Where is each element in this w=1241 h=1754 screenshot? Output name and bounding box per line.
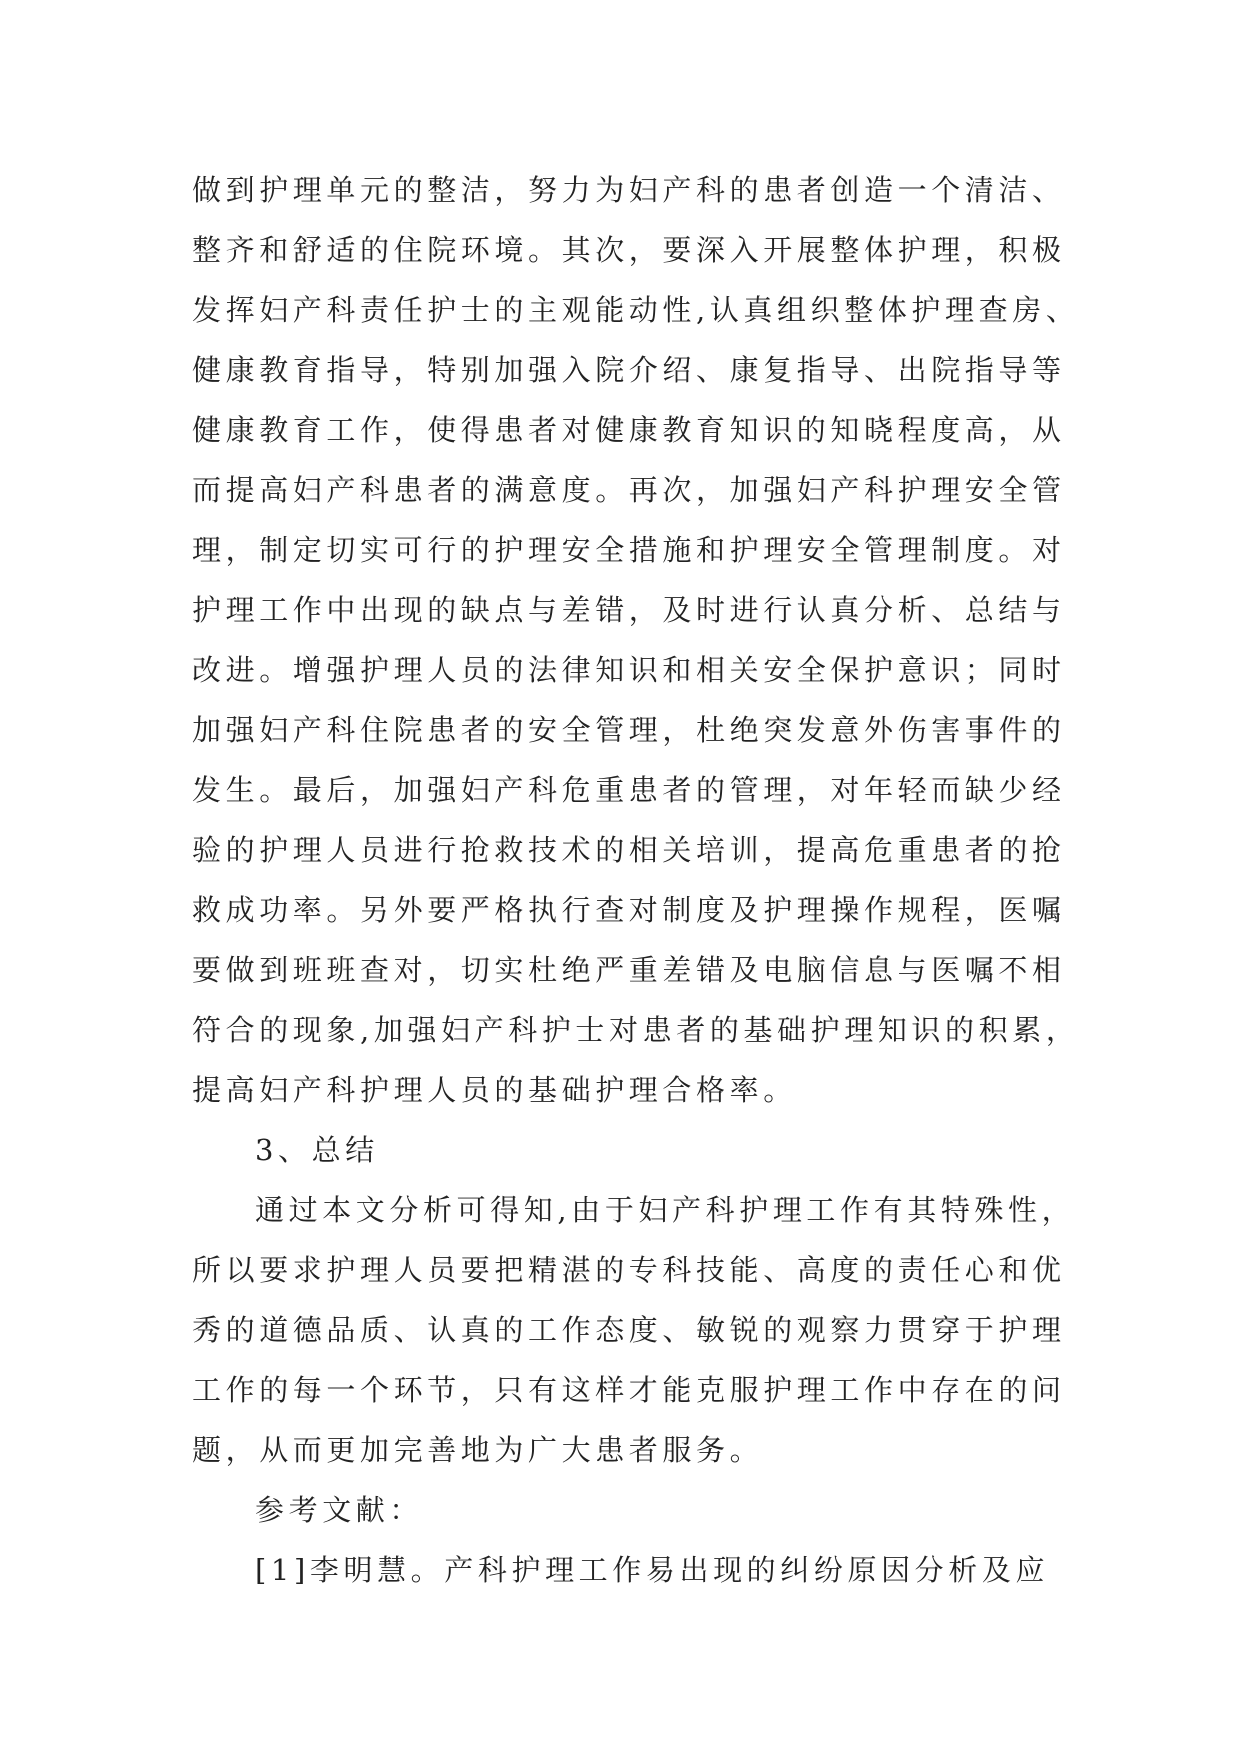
body-line: 要做到班班查对，切实杜绝严重差错及电脑信息与医嘱不相 [192,953,1066,987]
body-line: 护理工作中出现的缺点与差错，及时进行认真分析、总结与 [192,593,1066,627]
body-line: 符合的现象,加强妇产科护士对患者的基础护理知识的积累， [192,1013,1080,1047]
section-heading: 3、总结 [255,1133,379,1167]
body-line: 理，制定切实可行的护理安全措施和护理安全管理制度。对 [192,533,1066,567]
summary-line: 秀的道德品质、认真的工作态度、敏锐的观察力贯穿于护理 [192,1313,1066,1347]
body-line: 发生。最后，加强妇产科危重患者的管理，对年轻而缺少经 [192,773,1066,807]
document-body [192,160,1092,1600]
body-line: 救成功率。另外要严格执行查对制度及护理操作规程，医嘱 [192,893,1066,927]
reference-item: [1]李明慧。产科护理工作易出现的纠纷原因分析及应 [255,1553,1050,1587]
summary-line: 所以要求护理人员要把精湛的专科技能、高度的责任心和优 [192,1253,1066,1287]
body-line: 加强妇产科住院患者的安全管理，杜绝突发意外伤害事件的 [192,713,1066,747]
body-line: 验的护理人员进行抢救技术的相关培训，提高危重患者的抢 [192,833,1066,867]
body-line: 健康教育指导，特别加强入院介绍、康复指导、出院指导等 [192,353,1066,387]
body-line: 改进。增强护理人员的法律知识和相关安全保护意识；同时 [192,653,1066,687]
body-line: 做到护理单元的整洁，努力为妇产科的患者创造一个清洁、 [192,173,1066,207]
summary-line: 题，从而更加完善地为广大患者服务。 [192,1433,764,1467]
body-line: 健康教育工作，使得患者对健康教育知识的知晓程度高，从 [192,413,1066,447]
body-line: 整齐和舒适的住院环境。其次，要深入开展整体护理，积极 [192,233,1066,267]
summary-line: 通过本文分析可得知,由于妇产科护理工作有其特殊性， [255,1193,1076,1227]
references-heading: 参考文献： [255,1493,424,1527]
body-line: 发挥妇产科责任护士的主观能动性,认真组织整体护理查房、 [192,293,1080,327]
summary-line: 工作的每一个环节，只有这样才能克服护理工作中存在的问 [192,1373,1066,1407]
body-line: 而提高妇产科患者的满意度。再次，加强妇产科护理安全管 [192,473,1066,507]
body-line: 提高妇产科护理人员的基础护理合格率。 [192,1073,797,1107]
